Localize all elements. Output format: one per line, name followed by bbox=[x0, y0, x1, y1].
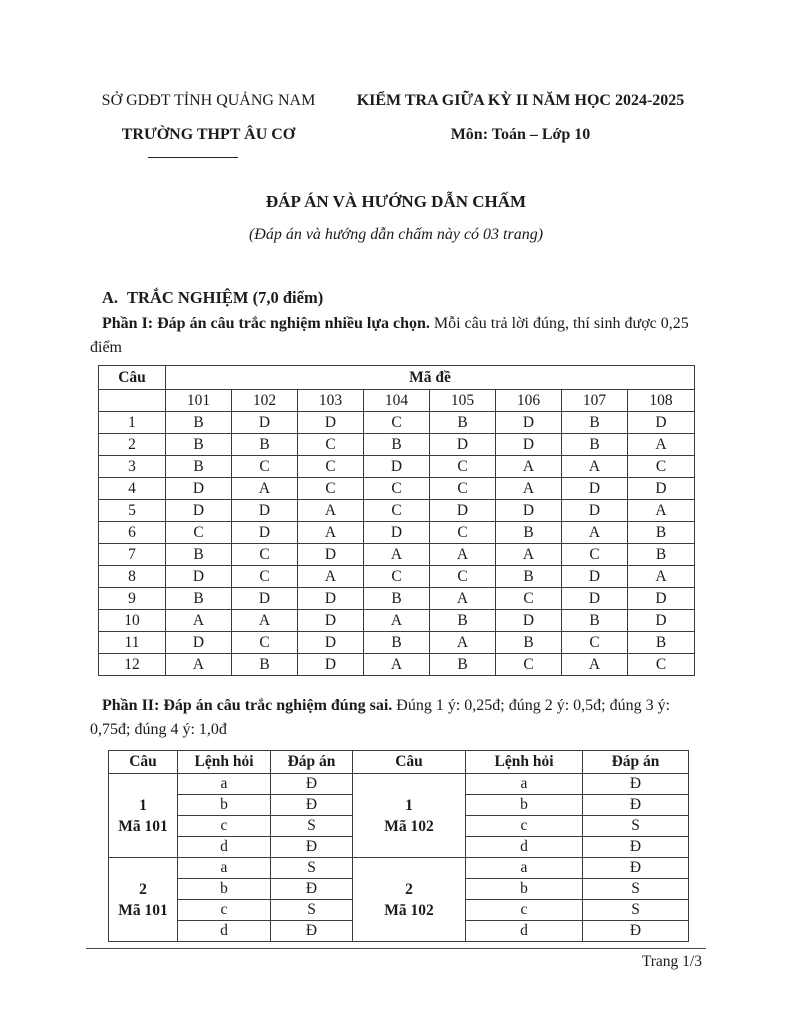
answer-cell: D bbox=[364, 456, 430, 478]
exam-subject: Môn: Toán – Lớp 10 bbox=[450, 126, 591, 143]
exam-code-header: 103 bbox=[298, 390, 364, 412]
section-a-title: TRẮC NGHIỆM (7,0 điểm) bbox=[127, 288, 324, 307]
column-header: Đáp án bbox=[583, 751, 689, 774]
answer-cell: D bbox=[166, 478, 232, 500]
document-header bbox=[90, 92, 702, 158]
question-number: 1 bbox=[405, 796, 413, 814]
table-row bbox=[99, 544, 695, 566]
question-number-cell: 1 bbox=[99, 412, 166, 434]
answer-cell: D bbox=[562, 566, 628, 588]
answer-cell: C bbox=[628, 654, 695, 676]
answer-cell: B bbox=[430, 654, 496, 676]
question-number-cell: 2 bbox=[99, 434, 166, 456]
question-col-header: Câu bbox=[99, 366, 166, 390]
answer-cell: C bbox=[298, 478, 364, 500]
part2-label: Phần II: Đáp án câu trắc nghiệm đúng sai. bbox=[102, 697, 393, 714]
empty-corner-cell bbox=[99, 390, 166, 412]
answer-cell: B bbox=[562, 610, 628, 632]
true-false-cell: Đ bbox=[583, 837, 689, 858]
answer-cell: D bbox=[628, 478, 695, 500]
answer-cell: A bbox=[628, 434, 695, 456]
answer-cell: A bbox=[562, 522, 628, 544]
answer-cell: D bbox=[628, 412, 695, 434]
answer-cell: A bbox=[496, 544, 562, 566]
answer-cell: A bbox=[562, 654, 628, 676]
answer-cell: C bbox=[562, 632, 628, 654]
statement-letter-cell: c bbox=[466, 816, 583, 837]
part1-label: Phần I: Đáp án câu trắc nghiệm nhiều lựa chọn. bbox=[102, 315, 430, 332]
exam-code-header: 101 bbox=[166, 390, 232, 412]
answer-cell: A bbox=[430, 632, 496, 654]
answer-cell: D bbox=[298, 588, 364, 610]
question-number-cell: 9 bbox=[99, 588, 166, 610]
true-false-cell: S bbox=[271, 858, 353, 879]
answer-cell: B bbox=[166, 434, 232, 456]
true-false-cell: Đ bbox=[583, 858, 689, 879]
answer-cell: C bbox=[562, 544, 628, 566]
answer-cell: B bbox=[166, 544, 232, 566]
answer-cell: D bbox=[562, 500, 628, 522]
answer-cell: B bbox=[496, 566, 562, 588]
answer-cell: C bbox=[496, 588, 562, 610]
question-number-cell: 11 bbox=[99, 632, 166, 654]
answer-cell: A bbox=[628, 566, 695, 588]
answer-cell: D bbox=[298, 412, 364, 434]
answer-cell: D bbox=[298, 544, 364, 566]
table-row bbox=[99, 412, 695, 434]
answer-cell: B bbox=[364, 434, 430, 456]
exam-code-header: 108 bbox=[628, 390, 695, 412]
question-number-cell: 3 bbox=[99, 456, 166, 478]
statement-letter-cell: c bbox=[466, 900, 583, 921]
answer-cell: B bbox=[562, 434, 628, 456]
answer-cell: C bbox=[232, 632, 298, 654]
answer-cell: D bbox=[496, 412, 562, 434]
answer-cell: D bbox=[430, 434, 496, 456]
statement-letter-cell: d bbox=[178, 921, 271, 942]
page-number: Trang 1/3 bbox=[641, 953, 702, 970]
answer-cell: B bbox=[430, 412, 496, 434]
answer-cell: C bbox=[298, 434, 364, 456]
header-right-block bbox=[327, 92, 702, 158]
answer-cell: C bbox=[430, 478, 496, 500]
school-name: TRƯỜNG THPT ÂU CƠ bbox=[121, 126, 296, 143]
statement-letter-cell: b bbox=[178, 795, 271, 816]
answer-cell: D bbox=[166, 632, 232, 654]
statement-letter-cell: b bbox=[466, 879, 583, 900]
answer-cell: C bbox=[430, 566, 496, 588]
statement-letter-cell: c bbox=[178, 816, 271, 837]
true-false-cell: Đ bbox=[271, 837, 353, 858]
answer-cell: C bbox=[364, 478, 430, 500]
answer-cell: C bbox=[232, 566, 298, 588]
column-header: Câu bbox=[109, 751, 178, 774]
answer-cell: B bbox=[166, 588, 232, 610]
answer-cell: D bbox=[628, 588, 695, 610]
answer-cell: C bbox=[628, 456, 695, 478]
answer-cell: A bbox=[166, 654, 232, 676]
question-number-cell: 5 bbox=[99, 500, 166, 522]
answer-cell: B bbox=[562, 412, 628, 434]
part2-scoring-note: Đúng 1 ý: 0,25đ; đúng 2 ý: 0,5đ; đúng 3 ý: 0,75đ; đúng 4 ý: 1,0đ bbox=[90, 697, 671, 738]
question-number: 2 bbox=[405, 880, 413, 898]
answer-cell: D bbox=[496, 500, 562, 522]
answer-cell: A bbox=[166, 610, 232, 632]
answer-cell: A bbox=[364, 610, 430, 632]
exam-code: Mã 101 bbox=[118, 817, 168, 835]
table-row bbox=[99, 434, 695, 456]
exam-code-group-header: Mã đề bbox=[166, 366, 695, 390]
question-code-cell bbox=[109, 774, 178, 858]
answer-cell: C bbox=[430, 522, 496, 544]
answer-cell: D bbox=[298, 632, 364, 654]
answer-cell: B bbox=[166, 456, 232, 478]
answer-cell: A bbox=[232, 610, 298, 632]
answer-cell: A bbox=[364, 544, 430, 566]
answer-cell: B bbox=[232, 654, 298, 676]
statement-letter-cell: d bbox=[178, 837, 271, 858]
part1-answer-table bbox=[98, 365, 695, 676]
true-false-cell: Đ bbox=[271, 879, 353, 900]
answer-cell: A bbox=[430, 588, 496, 610]
answer-cell: A bbox=[430, 544, 496, 566]
exam-code-header: 107 bbox=[562, 390, 628, 412]
section-a-heading bbox=[90, 288, 702, 308]
table-row bbox=[99, 610, 695, 632]
answer-cell: A bbox=[496, 478, 562, 500]
answer-cell: B bbox=[364, 588, 430, 610]
question-number: 2 bbox=[139, 880, 147, 898]
answer-cell: D bbox=[298, 610, 364, 632]
answer-cell: B bbox=[166, 412, 232, 434]
department-name: SỞ GDĐT TỈNH QUẢNG NAM bbox=[101, 92, 316, 109]
true-false-cell: Đ bbox=[271, 774, 353, 795]
answer-cell: A bbox=[628, 500, 695, 522]
true-false-cell: S bbox=[271, 900, 353, 921]
answer-cell: A bbox=[562, 456, 628, 478]
answer-cell: B bbox=[496, 632, 562, 654]
footer-rule bbox=[86, 948, 706, 949]
header-left-block bbox=[90, 92, 327, 158]
true-false-cell: S bbox=[583, 900, 689, 921]
table-row bbox=[99, 588, 695, 610]
statement-letter-cell: d bbox=[466, 921, 583, 942]
page-title: ĐÁP ÁN VÀ HƯỚNG DẪN CHẤM bbox=[265, 192, 527, 211]
true-false-cell: Đ bbox=[271, 921, 353, 942]
question-number-cell: 6 bbox=[99, 522, 166, 544]
answer-cell: A bbox=[496, 456, 562, 478]
part2-true-false-table bbox=[108, 750, 689, 942]
answer-cell: D bbox=[232, 588, 298, 610]
statement-letter-cell: a bbox=[466, 774, 583, 795]
true-false-cell: S bbox=[271, 816, 353, 837]
table-row bbox=[99, 366, 695, 390]
statement-letter-cell: c bbox=[178, 900, 271, 921]
answer-cell: C bbox=[232, 544, 298, 566]
answer-cell: D bbox=[232, 412, 298, 434]
answer-cell: D bbox=[496, 610, 562, 632]
answer-cell: D bbox=[232, 522, 298, 544]
answer-cell: D bbox=[430, 500, 496, 522]
answer-cell: B bbox=[628, 544, 695, 566]
section-a-marker: A. bbox=[102, 288, 119, 307]
question-number-cell: 4 bbox=[99, 478, 166, 500]
true-false-cell: Đ bbox=[271, 795, 353, 816]
exam-code-header: 104 bbox=[364, 390, 430, 412]
question-number-cell: 7 bbox=[99, 544, 166, 566]
answer-cell: D bbox=[166, 566, 232, 588]
answer-cell: A bbox=[232, 478, 298, 500]
answer-cell: B bbox=[628, 522, 695, 544]
true-false-cell: S bbox=[583, 879, 689, 900]
table-row bbox=[109, 774, 689, 795]
signature-line bbox=[148, 157, 238, 158]
column-header: Câu bbox=[353, 751, 466, 774]
question-code-cell bbox=[353, 858, 466, 942]
column-header: Lệnh hỏi bbox=[466, 751, 583, 774]
table-row bbox=[99, 390, 695, 412]
column-header: Đáp án bbox=[271, 751, 353, 774]
statement-letter-cell: d bbox=[466, 837, 583, 858]
answer-cell: A bbox=[298, 500, 364, 522]
question-number-cell: 10 bbox=[99, 610, 166, 632]
statement-letter-cell: b bbox=[178, 879, 271, 900]
answer-cell: B bbox=[496, 522, 562, 544]
answer-cell: A bbox=[298, 566, 364, 588]
statement-letter-cell: a bbox=[466, 858, 583, 879]
true-false-cell: Đ bbox=[583, 795, 689, 816]
answer-cell: C bbox=[298, 456, 364, 478]
statement-letter-cell: b bbox=[466, 795, 583, 816]
answer-cell: D bbox=[496, 434, 562, 456]
answer-cell: D bbox=[364, 522, 430, 544]
exam-code-header: 106 bbox=[496, 390, 562, 412]
true-false-cell: Đ bbox=[583, 921, 689, 942]
exam-code-header: 102 bbox=[232, 390, 298, 412]
answer-cell: C bbox=[496, 654, 562, 676]
answer-cell: A bbox=[298, 522, 364, 544]
answer-cell: C bbox=[364, 566, 430, 588]
question-code-cell bbox=[109, 858, 178, 942]
table-row bbox=[99, 522, 695, 544]
table-row bbox=[99, 500, 695, 522]
page-subtitle-note: (Đáp án và hướng dẫn chấm này có 03 trang) bbox=[248, 226, 544, 243]
answer-cell: A bbox=[364, 654, 430, 676]
statement-letter-cell: a bbox=[178, 858, 271, 879]
question-number: 1 bbox=[139, 796, 147, 814]
table-row bbox=[99, 456, 695, 478]
answer-cell: B bbox=[628, 632, 695, 654]
part1-scoring-note: Mỗi câu trả lời đúng, thí sinh được 0,25 điểm bbox=[90, 315, 689, 356]
exam-code-header: 105 bbox=[430, 390, 496, 412]
question-code-cell bbox=[353, 774, 466, 858]
statement-letter-cell: a bbox=[178, 774, 271, 795]
answer-cell: C bbox=[232, 456, 298, 478]
answer-cell: B bbox=[430, 610, 496, 632]
table-row bbox=[99, 654, 695, 676]
exam-title: KIỂM TRA GIỮA KỲ II NĂM HỌC 2024-2025 bbox=[356, 92, 685, 109]
answer-cell: D bbox=[562, 478, 628, 500]
answer-cell: D bbox=[628, 610, 695, 632]
part1-description bbox=[90, 312, 702, 360]
column-header: Lệnh hỏi bbox=[178, 751, 271, 774]
answer-cell: D bbox=[562, 588, 628, 610]
answer-cell: D bbox=[298, 654, 364, 676]
exam-code: Mã 101 bbox=[118, 901, 168, 919]
answer-cell: B bbox=[232, 434, 298, 456]
exam-code: Mã 102 bbox=[384, 817, 434, 835]
true-false-cell: S bbox=[583, 816, 689, 837]
answer-cell: B bbox=[364, 632, 430, 654]
exam-code: Mã 102 bbox=[384, 901, 434, 919]
answer-cell: D bbox=[232, 500, 298, 522]
table-row bbox=[109, 751, 689, 774]
table-row bbox=[99, 632, 695, 654]
part2-description bbox=[90, 694, 702, 742]
answer-cell: C bbox=[364, 412, 430, 434]
answer-cell: C bbox=[430, 456, 496, 478]
answer-cell: D bbox=[166, 500, 232, 522]
question-number-cell: 8 bbox=[99, 566, 166, 588]
table-row bbox=[109, 858, 689, 879]
answer-cell: C bbox=[166, 522, 232, 544]
table-row bbox=[99, 478, 695, 500]
question-number-cell: 12 bbox=[99, 654, 166, 676]
table-row bbox=[99, 566, 695, 588]
answer-cell: C bbox=[364, 500, 430, 522]
true-false-cell: Đ bbox=[583, 774, 689, 795]
